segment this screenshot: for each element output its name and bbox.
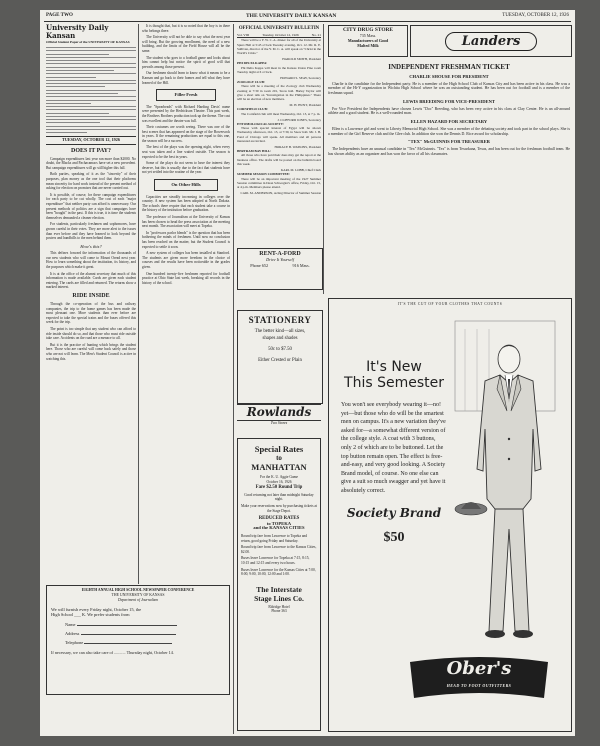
manhattan-line: October 16, 1926 [266,479,292,484]
rowlands-sub: Two Stores [270,421,288,425]
rate-line: Round trip fare from Lawrence to Topeka and return, good going Friday and Saturday. [241,533,308,543]
bulletin-info: Vol. VIII Tuesday, October 12, 1926 No. 21 [237,33,321,38]
rate-line: Buses leave Lawrence for the Kansas Cities at 7:00, 8:00, 9:00, 10:00, 12:00 and 1:00. [241,567,316,577]
bulletin-item: There will be a meeting of the Zoology club Wednesday evening at 7:30 in room 201, Snow hall. Harley Taylor will give a short talk on "Investigation in the Philippines." There will be an election of new members. [237,84,321,102]
bulletin-heading: BERTRAM BAY HILL: [237,149,272,154]
editorial-column [46,24,136,579]
editorial-paragraph: Through the co-operation of the bus and railway companies, the trip to the home games has been made the most pleasant one. More students than ever before are expected to take the special trains and the buses offered this week for the trip. [46,302,136,325]
article-paragraph: A new system of colleges has been installed at Stanford. The students are given more freedom in the choice of courses and the results have been noticeable in the grades given. [142,251,230,269]
masthead-date: TUESDAY, OCTOBER 12, 1926 [46,136,136,145]
city-drug-line: Manufacturers of Good [347,38,389,43]
landers-ad [410,25,572,57]
treasurer-heading: "TEX" McGUINNIS FOR TREASURER [408,139,490,145]
bulletin-heading: PHI DELTA KAPPA: [237,61,268,66]
rowlands-logo: Rowlands [237,404,321,421]
editorial-paragraph: For students, particularly freshmen and sophomores, have grown careful in their votes. They are more alert to the issues than ever before and they have learned to look beyond the posters and handbills to the men behind them. [46,222,136,241]
manhattan-info: Make your reservations now by purchasing tickets at the Stage Depot. [241,503,317,513]
bulletin-heading: CORNFIELD CLUB: [237,107,268,112]
article-paragraph: The University will not be able to say what the next year will bring. But the growing enrollment, the need of a new building, and the limits of the Field House will all be the same. [142,35,230,53]
interstate-stage-ad [237,438,321,731]
column-rule [323,24,324,294]
editorial-paragraph: It is possible, of course, for these campaign expenditures for each party to be cut wholly. The cost of each "major expenditure" that neither party can afford is unnecessary. Our present methods of politics are a sign that campaigns have been "bought" in the past. If this is true, it is time the students themselves demanded a cleaner election. [46,192,136,220]
features-column [142,24,230,579]
bulletin-heading: ZOOLOGY CLUB: [237,80,265,85]
ad-copy [335,359,453,546]
reduced-to-topeka: to TOPEKA [266,520,292,526]
landers-logo: Landers [445,32,538,51]
stationery-line: The better kind—all sizes, [254,329,306,334]
official-bulletin [237,24,321,244]
conference-footer: If necessary, we can also take care of ........... Thursday night, October 14. [51,650,174,655]
header-rule [44,21,571,22]
newspaper-page [40,10,575,736]
editorial-title-hows-this: How's this? [80,243,102,249]
editorial-paragraph: Both parties, speaking of it as the "sincerity" of their purposes, plan money as the one tool that their platforms mean sincerity for hard work instead of the present method of asking for election on promises that are never carried out. [46,172,136,191]
manhattan-line: For the K. U. Aggie Game [259,475,299,479]
bulletin-title: OFFICIAL UNIVERSITY BULLETIN [238,26,320,31]
rate-line: Round trip fare from Lawrence to the Kansas Cities, $2.00. [241,545,317,554]
address-label: Address [65,631,225,636]
name-label: Name [65,622,225,627]
staff-listing [46,47,136,133]
conference-title: EIGHTH ANNUAL HIGH SCHOOL NEWSPAPER CONFERENCE [81,588,195,592]
candidate-text: Ellen is a Lawrence girl and went to Liberty Memorial High School. She was a member of the debating society and took part in the school plays. She is a member of the Girl Reserve club and the Glee club. In addition she won the Dennis D. Rice award for scholarship. [328,126,570,136]
conference-dept: Department of Journalism [117,598,159,602]
bulletin-item: Those with special interest of Egypt will be shown Wednesday afternoon, Oct. 13, at 7:30, in Snow hall. Mr. J. B. Pond of Chicago will speak. All members and all persons interested are invited. [237,126,321,143]
special-rates-title: Special Rates [254,444,304,454]
vice-president-heading: LEWIS BREEDING FOR VICE-PRESIDENT [403,98,495,104]
candidate-text: The Independents have an unusual candidate in "Tex" McGuinnis. "Tex" is from Texarkana, Texas, and has been out for the freshman football team. He has shown ability as an organizer and has won the favor of all his classmates. [328,146,570,156]
bulletin-signature: HOWARD S. SEAY, Secretary [280,76,321,81]
editorial-paragraph: The point is too simple that any student who can afford to ride inside should do so, and that those who must ride outside take care. Accidents on the road are a menace to all. [46,327,136,341]
manhattan-title: MANHATTAN [251,462,307,472]
editorial-paragraph: This defines forward the information of the thousands of our new students who will come to Mount Oread next year. How to learn something about the institution, its history, and the purposes which make it great. [46,251,136,270]
article-paragraph: In "professors parlor blends" is the question that has been bothering the minds of freshmen. Until now no conclusion has been reached on the matter, but the Student Council is expected to settle it soon. [142,230,230,249]
city-drug-title: CITY DRUG STORE [342,27,394,33]
editorial-paragraph: Campaign expenditures last year ran more than $2000. No doubt, the Blacks and Pachacamacs have set a new precedent. But campaign expenditures will go still higher this fall. [46,156,136,170]
article-paragraph: The professor of Journalism at the University of Kansas has been chosen to head the press association at the meeting next month. The association will meet at Topeka. [142,215,230,229]
ad-price: $50 [383,529,405,545]
article-paragraph: The student who goes to a football game and looks about him cannot help but notice the spirit of good will that prevails among those present. [142,55,230,69]
article-paragraph: Our freshmen should learn to know what it means to be a Kansan and go back to their homes and tell what they have learned of the Hill. [142,71,230,85]
rowlands-ad [237,404,321,432]
page-number: PAGE TWO [46,13,73,18]
rate-line: Buses leave Lawrence for Topeka at 7:15, 8:15, 10:15 and 12:15 and every two hours. [241,556,310,565]
obers-logo: Ober's [446,658,512,679]
masthead-title: University Daily Kansan [46,24,109,40]
freshman-ticket [328,60,570,295]
filler-fresh-heading: Filler Fresh [156,89,216,101]
stationery-line: shapes and shades [262,336,298,341]
company-phone: Phone 363 [271,609,287,614]
obers-tagline: HEAD TO FOOT OUTFITTERS [446,683,512,688]
conference-line: High School ___ K. We prefer students from [51,612,130,617]
column-rule [233,24,234,734]
bulletin-signature: KARL M. LOBB, Chief Clerk [280,168,321,173]
rent-a-ford-ad [237,248,323,290]
reduced-kansas-cities: and the KANSAS CITIES [253,525,305,531]
telephone-label: Telephone [65,640,225,645]
ad-headline: It's New [366,359,422,375]
stationery-title: STATIONERY [248,315,312,325]
city-drug-address: 735 Mass. [359,33,377,38]
secretary-heading: ELLEN HAZARD FOR SECRETARY [410,119,488,125]
conference-line: We will furnish every Friday night, October 15, the [51,607,142,612]
city-drug-line: Malted Milk [357,43,379,48]
ad-tagline: IT'S THE CUT OF YOUR CLOTHES THAT COUNTS [397,302,503,306]
society-brand-ad [328,298,572,732]
article-paragraph: One hundred twenty-five freshmen reported for football practice at Ohio State last week, breaking all records in the history of the school. [142,271,230,285]
conference-notice-box [46,585,230,695]
column-rule [138,24,139,584]
special-rates-to: to [276,454,282,462]
article-paragraph: The "Spearheads" with Richard Harding Davis' name were presented by the Hedrickson Theatre. This past week, the Brothers Brothers production took up the theme. The cast was excellent and the theatre was full. [142,104,230,123]
bulletin-heading: SUMMER SESSION COMMITTEE: [237,172,290,177]
on-other-hills-heading: On Other Hills [154,179,218,191]
bulletin-item: There will be a Y. W. C. A. dinner for all of the University at Spurs Hall at 5:45 o'clock Tuesday evening, Oct. 12. Mr. R. E. Sullivan, director of the Y. M. C. A. will speak on "Christ in the World's Crisis." [237,38,321,56]
editorial-title-ride-inside: RIDE INSIDE [72,293,110,300]
bulletin-item: There will be an important meeting of the 1927 Summer Session committee in Dean Schwegler's office, Friday, Oct. 15, at 4 p.m. Members please attend. [237,176,321,189]
reduced-rates: REDUCED RATES [258,516,300,522]
article-paragraph: It is thought that, but it is so noted that the boy is in there who belongs there. [142,24,230,33]
bulletin-item: All those who have paid their dues may get the report at the business office. The drafts will be posted on the bulletin board this week. [237,153,321,166]
article-paragraph: Capacities are steadily increasing in colleges over the country. A new system has been adopted at North Dakota. The schools there require that each student take a course in the history of the institution before graduation. [142,194,230,213]
bulletin-signature: M. H. HUNT, President [289,103,321,108]
company-name: Stage Lines Co. [254,593,304,603]
city-drug-store-ad [328,25,408,57]
manhattan-fare: Fare $2.50 Round Trip [255,485,303,491]
article-paragraph: Their costumes are worth seeing. There was one of the best scenes that has appeared on the stage of the Bowersock in years. If the remaining productions are equal to this one, the season will be a success. [142,125,230,143]
stationery-price: 50c to $7.50 [268,347,292,352]
president-heading: CHARLIE SHOUSE FOR PRESIDENT [409,74,489,79]
rent-a-ford-line: Drive It Yourself [266,257,294,263]
masthead-subtitle: Official Student Paper of the UNIVERSITY OF KANSAS [46,40,130,44]
man-in-suit-illustration [453,319,565,649]
bulletin-signature: HAROLD SMITH, President [282,57,321,62]
ad-headline: This Semester [344,375,444,391]
company-depot: Eldridge Hotel [268,604,290,609]
rent-a-ford-title: RENT-A-FORD [259,251,301,257]
conference-org: THE UNIVERSITY OF KANSAS [111,593,165,597]
stationery-ad [237,310,323,404]
bulletin-heading: ENTOMOLOGICAL SOCIETY: [237,122,284,127]
company-name: The Interstate [256,584,302,594]
society-brand-logo: Society Brand [346,505,442,520]
freshman-ticket-title: INDEPENDENT FRESHMAN TICKET [388,63,510,71]
article-paragraph: The best of the plays was the opening night, when every seat was taken and a line waited outside. The season is expected to be the best in years. [142,145,230,159]
editorial-paragraph: But it is the practice of hunting which brings the student here. Those who are careful will come back safely and those who are not will learn. The Men's Student Council is active in watching this. [46,342,136,361]
candidate-text: For Vice President the Independents have chosen Lewis "Doc" Breeding, who has been very active in his class at Clay Center. He is an all-around athlete and a good student. He is a well-rounded man. [328,106,570,116]
newspaper-name-header: THE UNIVERSITY DAILY KANSAN [246,13,337,19]
article-paragraph: Some of the plays do not seem to have the interest they deserve, but this is usually due to the fact that students have not yet settled into the routine of the year. [142,161,230,175]
bulletin-signature: J. CLIFFORD JONES, Secretary [277,117,321,122]
candidate-text: Charlie is the candidate for the Independent party. He is a member of the High School Club of Kansas City and has been active in his class. He was a member of the Hi-Y organization in Wichita High School where he was an outstanding student. He has been out for football and is a member of the freshman squad. [328,81,570,96]
stationery-footer: Either Crested or Plain [258,358,302,363]
bulletin-item: Phi Delta Kappa will meet in the Kansas Union Pine room Tuesday night at 6 o'clock. [237,65,321,74]
ad-body: You won't see everybody wearing it—no! yet—but those who do will be the smartest men on campus. It's a new variation they've asked for—a somewhat different version of the college style. A coat with 3 buttons, only 2 of which are to be buttoned. Let the top button remain open. The effect is free-and-easy, and very good looking. A Society Brand model, of course. No one else can give a suit so much swagger and yet have it absolutely correct. [341,402,446,494]
manhattan-info: Good returning not later than midnight Saturday night. [244,492,314,502]
bulletin-signature: CARL M. ANDERSON, Acting Director of Summer Session [240,191,321,196]
editorial-paragraph: It is at the office of the alumni secretary that much of this information is made available. Cards are given each student entering. The cards are filled and returned. The returns show a marked interest. [46,271,136,290]
bulletin-signature: HORACE B. WATKINS, President [274,145,321,150]
header-date: TUESDAY, OCTOBER 12, 1926 [502,13,569,18]
editorial-title-does-it-pay: DOES IT PAY? [71,147,111,154]
bulletin-item: The Cornfield club will meet Wednesday, Oct. 13, at 7 p. m. [241,111,321,116]
rent-a-ford-contact: Phone 652 916 Mass. [250,262,310,268]
